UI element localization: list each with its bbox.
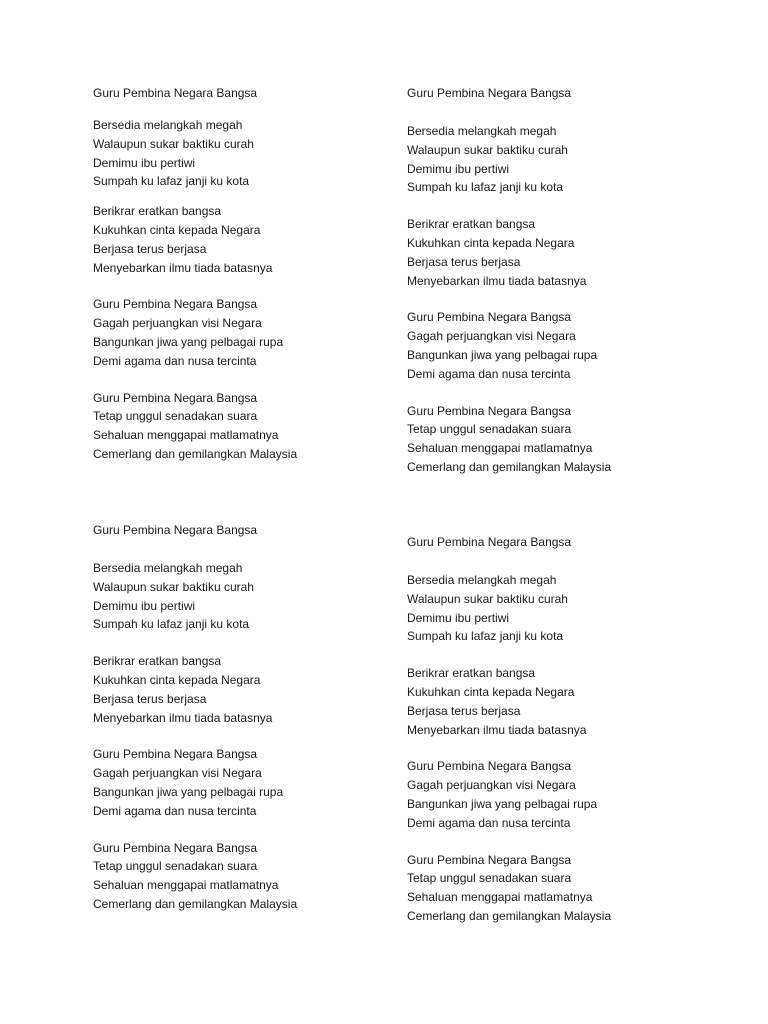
- lyric-line: Bersedia melangkah megah: [407, 124, 557, 138]
- lyric-line: Cemerlang dan gemilangkan Malaysia: [93, 446, 298, 461]
- lyric-line: Tetap unggul senadakan suara: [93, 409, 258, 424]
- lyric-line: Guru Pembina Negara Bangsa: [407, 403, 572, 418]
- lyric-line: Berjasa terus berjasa: [407, 703, 521, 718]
- lyric-line: Guru Pembina Negara Bangsa: [407, 759, 572, 774]
- lyrics-copy-top-right: [407, 85, 707, 495]
- lyric-line: Demi agama dan nusa tercinta: [407, 366, 571, 381]
- lyric-line: Tetap unggul senadakan suara: [93, 859, 258, 874]
- lyric-line: Kukuhkan cinta kepada Negara: [93, 672, 261, 687]
- lyric-line: Tetap unggul senadakan suara: [407, 422, 572, 437]
- lyric-line: Demi agama dan nusa tercinta: [93, 803, 257, 818]
- lyric-line: Sehaluan menggapai matlamatnya: [407, 890, 593, 905]
- lyric-line: Bangunkan jiwa yang pelbagai rupa: [407, 347, 598, 362]
- lyric-line: Tetap unggul senadakan suara: [407, 871, 572, 886]
- lyric-line: Demimu ibu pertiwi: [407, 161, 510, 176]
- lyrics-copy-bottom-right: [407, 534, 707, 944]
- lyric-line: Berjasa terus berjasa: [407, 254, 521, 269]
- lyrics-title: Guru Pembina Negara Bangsa: [93, 86, 258, 100]
- lyric-line: Bangunkan jiwa yang pelbagai rupa: [93, 334, 284, 349]
- stanza: [93, 202, 393, 277]
- lyric-line: Bersedia melangkah megah: [93, 561, 243, 575]
- lyric-line: Sumpah ku lafaz janji ku kota: [93, 617, 250, 632]
- lyric-line: Menyebarkan ilmu tiada batasnya: [93, 260, 273, 275]
- lyric-line: Sumpah ku lafaz janji ku kota: [407, 629, 564, 644]
- lyrics-title: Guru Pembina Negara Bangsa: [407, 86, 572, 100]
- stanza: [407, 215, 707, 290]
- lyrics-title: Guru Pembina Negara Bangsa: [93, 523, 258, 537]
- lyric-line: Kukuhkan cinta kepada Negara: [407, 235, 575, 250]
- lyric-line: Demimu ibu pertiwi: [407, 610, 510, 625]
- lyric-line: Demi agama dan nusa tercinta: [407, 815, 571, 830]
- lyrics-copy-bottom-left: [93, 522, 393, 932]
- lyric-line: Kukuhkan cinta kepada Negara: [407, 684, 575, 699]
- lyric-line: Sehaluan menggapai matlamatnya: [93, 428, 279, 443]
- lyric-line: Walaupun sukar baktiku curah: [93, 136, 254, 151]
- lyric-line: Demimu ibu pertiwi: [93, 598, 196, 613]
- lyric-line: Berjasa terus berjasa: [93, 691, 207, 706]
- stanza: [93, 389, 393, 464]
- lyric-line: Walaupun sukar baktiku curah: [407, 591, 568, 606]
- stanza: [407, 571, 707, 646]
- lyric-line: Guru Pembina Negara Bangsa: [93, 747, 258, 762]
- lyric-line: Sumpah ku lafaz janji ku kota: [407, 180, 564, 195]
- lyric-line: Guru Pembina Negara Bangsa: [93, 390, 258, 405]
- lyric-line: Cemerlang dan gemilangkan Malaysia: [93, 896, 298, 911]
- stanza: [407, 122, 707, 197]
- lyric-line: Sumpah ku lafaz janji ku kota: [93, 174, 250, 189]
- lyric-line: Menyebarkan ilmu tiada batasnya: [407, 273, 587, 288]
- lyrics-title: Guru Pembina Negara Bangsa: [407, 535, 572, 549]
- stanza: [93, 559, 393, 634]
- lyric-line: Demi agama dan nusa tercinta: [93, 353, 257, 368]
- lyric-line: Guru Pembina Negara Bangsa: [93, 297, 258, 312]
- lyric-line: Walaupun sukar baktiku curah: [407, 142, 568, 157]
- lyric-line: Guru Pembina Negara Bangsa: [407, 310, 572, 325]
- lyric-line: Berjasa terus berjasa: [93, 241, 207, 256]
- lyric-line: Berikrar eratkan bangsa: [407, 217, 536, 232]
- stanza: [93, 652, 393, 727]
- lyric-line: Gagah perjuangkan visi Negara: [93, 316, 262, 331]
- lyric-line: Menyebarkan ilmu tiada batasnya: [93, 710, 273, 725]
- stanza: [93, 839, 393, 914]
- stanza: [407, 664, 707, 739]
- lyric-line: Gagah perjuangkan visi Negara: [407, 329, 576, 344]
- lyric-line: Cemerlang dan gemilangkan Malaysia: [407, 908, 612, 923]
- lyric-line: Berikrar eratkan bangsa: [93, 204, 222, 219]
- lyric-line: Walaupun sukar baktiku curah: [93, 579, 254, 594]
- lyric-line: Berikrar eratkan bangsa: [93, 654, 222, 669]
- lyric-line: Gagah perjuangkan visi Negara: [93, 766, 262, 781]
- lyric-line: Bersedia melangkah megah: [93, 118, 243, 132]
- lyric-line: Bangunkan jiwa yang pelbagai rupa: [93, 784, 284, 799]
- stanza: [93, 745, 393, 820]
- lyric-line: Gagah perjuangkan visi Negara: [407, 778, 576, 793]
- lyric-line: Guru Pembina Negara Bangsa: [407, 852, 572, 867]
- stanza: [407, 308, 707, 383]
- lyric-line: Demimu ibu pertiwi: [93, 155, 196, 170]
- stanza: [93, 116, 393, 191]
- stanza: [407, 402, 707, 477]
- lyric-line: Menyebarkan ilmu tiada batasnya: [407, 722, 587, 737]
- stanza: [93, 295, 393, 370]
- lyric-line: Cemerlang dan gemilangkan Malaysia: [407, 459, 612, 474]
- lyric-line: Sehaluan menggapai matlamatnya: [407, 441, 593, 456]
- lyric-line: Bangunkan jiwa yang pelbagai rupa: [407, 796, 598, 811]
- lyric-line: Bersedia melangkah megah: [407, 573, 557, 587]
- lyrics-copy-top-left: [93, 85, 393, 482]
- lyric-line: Kukuhkan cinta kepada Negara: [93, 222, 261, 237]
- stanza: [407, 851, 707, 926]
- stanza: [407, 757, 707, 832]
- lyric-line: Guru Pembina Negara Bangsa: [93, 840, 258, 855]
- lyric-line: Sehaluan menggapai matlamatnya: [93, 878, 279, 893]
- lyric-line: Berikrar eratkan bangsa: [407, 666, 536, 681]
